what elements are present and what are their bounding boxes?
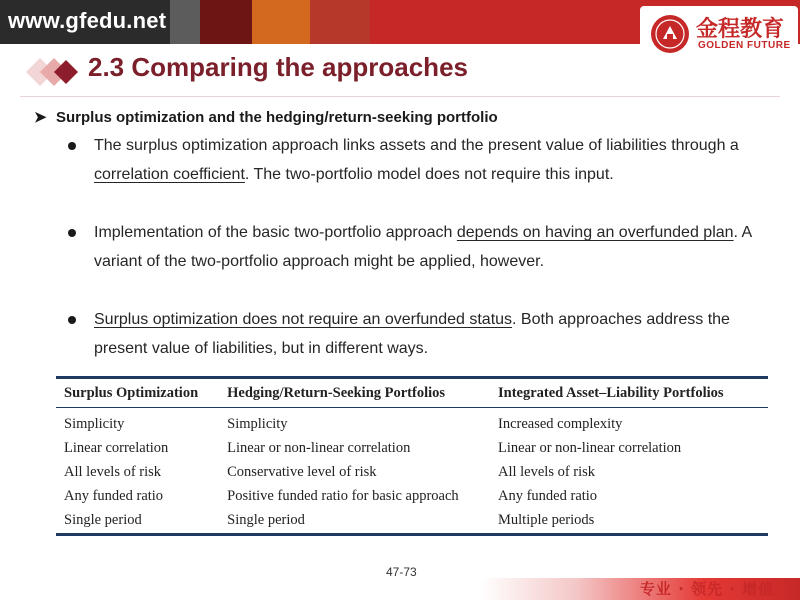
bullet-item [94,131,764,189]
table-row [56,484,768,508]
table-cell: Linear or non-linear correlation [227,439,411,456]
bullet-text: The surplus optimization approach links assets and the present value of liabilities through a [94,137,739,154]
table-cell: Positive funded ratio for basic approach [227,487,459,504]
table-cell: All levels of risk [498,463,596,480]
site-url[interactable]: www.gfedu.net [8,8,167,33]
table-header-cell: Integrated Asset–Liability Portfolios [498,384,724,401]
table-row [56,408,768,436]
table-cell: Simplicity [227,415,288,432]
table-cell: Linear correlation [64,439,169,456]
underlined-term: correlation coefficient [94,166,245,183]
bullet-text: . A variant of the two-portfolio approach might be applied, however. [94,224,752,270]
section-subheading [34,108,498,126]
bullet-item [94,218,764,276]
table-row [56,460,768,484]
company-logo [640,6,798,62]
underlined-term: Surplus optimization does not require an overfunded status [94,311,513,328]
table-row [56,436,768,460]
underlined-term: depends on having an overfunded plan [456,224,734,241]
header-segment [310,0,370,44]
title-divider [20,96,780,97]
header-segment [170,0,200,44]
bullet-dot-icon [68,142,76,150]
bullet-item [94,305,764,363]
table-cell: Linear or non-linear correlation [498,439,682,456]
bullet-dot-icon [68,316,76,324]
table-cell: Any funded ratio [64,487,164,504]
table-cell: Any funded ratio [498,487,598,504]
table-cell: Multiple periods [498,511,595,528]
table-header-row [56,380,768,408]
slide-title: 2.3 Comparing the approaches [88,52,468,82]
table-header-cell: Hedging/Return-Seeking Portfolios [227,384,446,401]
table-cell: Single period [64,511,142,528]
table-cell: Single period [227,511,305,528]
footer-slogan: 专业 · 领先 · 增值 [640,580,775,598]
table-rule [56,533,768,536]
logo-chinese-text: 金程教育 [696,17,785,42]
table-header-cell: Surplus Optimization [64,384,199,401]
diamond-bullet-icon [22,52,82,92]
table-row [56,508,768,532]
bullet-text: . The two-portfolio model does not require this input. [244,166,614,183]
bullet-dot-icon [68,229,76,237]
table-cell: All levels of risk [64,463,162,480]
bullet-text: Implementation of the basic two-portfolio approach [94,224,457,241]
logo-english-text: GOLDEN FUTURE [698,40,791,51]
table-cell: Simplicity [64,415,125,432]
subheading-text: Surplus optimization and the hedging/return-seeking portfolio [56,109,498,126]
header-segment [252,0,310,44]
table-cell: Conservative level of risk [227,463,377,480]
table-rule [56,376,768,379]
table-cell: Increased complexity [498,415,623,432]
page-number: 47-73 [386,565,417,579]
logo-seal-icon [650,14,690,54]
arrow-bullet-icon: ➤ [34,109,47,126]
table-grid [56,380,768,532]
header-segment [200,0,252,44]
bullet-text: . Both approaches address the present value of liabilities, but in different ways. [94,311,730,357]
